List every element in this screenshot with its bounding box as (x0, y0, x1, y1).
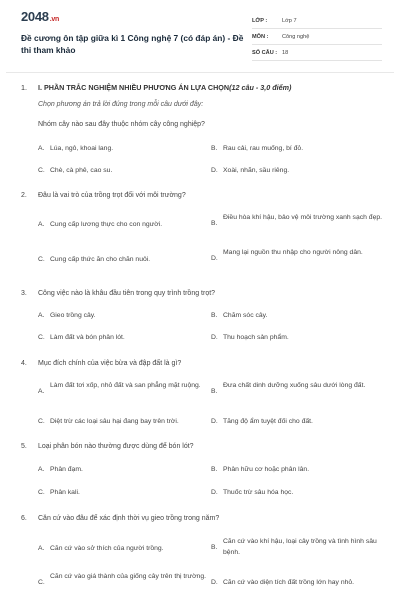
question-text: Căn cứ vào đâu để xác định thời vụ gieo trồng trong năm? (38, 515, 220, 522)
option-label: A. (38, 312, 45, 319)
option-text: Chè, cà phê, cao su. (50, 167, 113, 174)
meta-row-count (252, 45, 382, 61)
option-label: D. (211, 334, 218, 341)
option-text: Xoài, nhãn, sầu riêng. (223, 167, 290, 174)
option-text: Rau cải, rau muống, bí đỏ. (223, 145, 304, 152)
option-label: B. (211, 312, 218, 319)
question-text: Công việc nào là khâu đầu tiên trong quy trình trồng trọt? (38, 290, 216, 297)
meta-row-grade (252, 13, 382, 29)
section-number: 1. (21, 83, 27, 92)
option-text: Làm đất và bón phân lót. (50, 334, 125, 341)
page-header (0, 0, 400, 66)
logo-main: 2048 (21, 9, 49, 24)
question-number: 3. (21, 290, 27, 297)
option-text: Căn cứ vào sở thích của người trồng. (50, 545, 164, 552)
meta-key: SỐ CÂU : (252, 49, 278, 56)
question-text: Đâu là vai trò của trồng trọt đối với môi trường? (38, 192, 186, 199)
option-label: D. (211, 579, 218, 586)
header-divider (6, 72, 394, 73)
option-label: C. (38, 334, 45, 341)
option-text: Chăm sóc cây. (223, 312, 268, 319)
question-stem (21, 192, 186, 199)
option-text: Điều hòa khí hậu, bảo vệ môi trường xanh sạch đẹp. (223, 214, 383, 221)
option-label: C. (38, 256, 45, 263)
option-label: A. (38, 145, 45, 152)
option-label: B. (211, 466, 218, 473)
question-stem (21, 290, 215, 297)
option-text: Cung cấp lương thực cho con người. (50, 221, 163, 228)
option-label: B. (211, 220, 218, 227)
option-label: B. (211, 388, 218, 395)
option-text: Căn cứ vào diện tích đất trồng lớn hay nhỏ. (223, 579, 355, 586)
question-number: 6. (21, 515, 27, 522)
meta-key: LỚP : (252, 17, 268, 24)
option-text: Mang lại nguồn thu nhập cho người nông dân. (223, 249, 363, 256)
section-subtitle: (12 câu - 3,0 điểm) (229, 83, 292, 92)
meta-row-subject (252, 29, 382, 45)
logo-suffix: .vn (49, 16, 59, 23)
option-text: Căn cứ vào khí hậu, loại cây trồng và tình hình sâu bệnh. (223, 538, 377, 556)
question-text: Loại phân bón nào thường được dùng để bón lót? (38, 443, 194, 450)
question-number: 2. (21, 192, 27, 199)
option-text: Thuốc trừ sâu hóa học. (223, 489, 294, 496)
question-stem (21, 515, 219, 522)
option-text: Gieo trồng cây. (50, 312, 96, 319)
site-logo[interactable] (21, 9, 59, 24)
meta-key: MÔN : (252, 33, 269, 40)
option-text: Tăng độ ẩm tuyệt đối cho đất. (223, 418, 313, 425)
option-label: B. (211, 145, 218, 152)
option-text: Căn cứ vào giá thành của giống cây trên thị trường. (50, 573, 207, 580)
option-label: C. (38, 489, 45, 496)
option-label: C. (38, 167, 45, 174)
option-text: Thu hoạch sản phẩm. (223, 334, 289, 341)
option-text: Cung cấp thức ăn cho chăn nuôi. (50, 256, 151, 263)
option-label: A. (38, 388, 45, 395)
question-stem (21, 360, 181, 367)
option-label: D. (211, 167, 218, 174)
option-label: D. (211, 255, 218, 262)
option-label: A. (38, 466, 45, 473)
option-text: Đưa chất dinh dưỡng xuống sâu dưới lòng đất. (223, 382, 366, 389)
document-title: Đề cương ôn tập giữa kì 1 Công nghệ 7 (có đáp án) - Đề thi tham khảo (21, 33, 244, 55)
option-text: Lúa, ngô, khoai lang. (50, 145, 114, 152)
option-label: C. (38, 579, 45, 586)
option-label: D. (211, 489, 218, 496)
question-text: Mục đích chính của việc bừa và đập đất là gì? (38, 360, 182, 367)
option-label: B. (211, 544, 218, 551)
document-meta (252, 13, 382, 61)
question-stem: Nhóm cây nào sau đây thuộc nhóm cây công nghiệp? (38, 121, 205, 128)
question-stem (21, 443, 194, 450)
option-text: Làm đất tơi xốp, nhỏ đất và san phẳng mặt ruộng. (50, 382, 201, 389)
question-number: 5. (21, 443, 27, 450)
option-label: A. (38, 221, 45, 228)
section-instruction: Chọn phương án trả lời đúng trong mỗi câu dưới đây: (38, 101, 204, 108)
option-text: Phân đạm. (50, 466, 83, 473)
option-text: Phân kali. (50, 489, 80, 496)
meta-value: Công nghệ (282, 33, 310, 40)
meta-value: 18 (282, 49, 289, 56)
question-number: 4. (21, 360, 27, 367)
option-label: D. (211, 418, 218, 425)
meta-value: Lớp 7 (282, 17, 297, 24)
section-title-text: I. PHẦN TRẮC NGHIỆM NHIỀU PHƯƠNG ÁN LỰA CHỌN (38, 83, 230, 92)
option-label: A. (38, 545, 45, 552)
option-label: C. (38, 418, 45, 425)
option-text: Diệt trừ các loại sâu hại đang bay trên trời. (50, 418, 179, 425)
section-title (38, 83, 291, 92)
option-text: Phân hữu cơ hoặc phân lân. (223, 466, 310, 473)
